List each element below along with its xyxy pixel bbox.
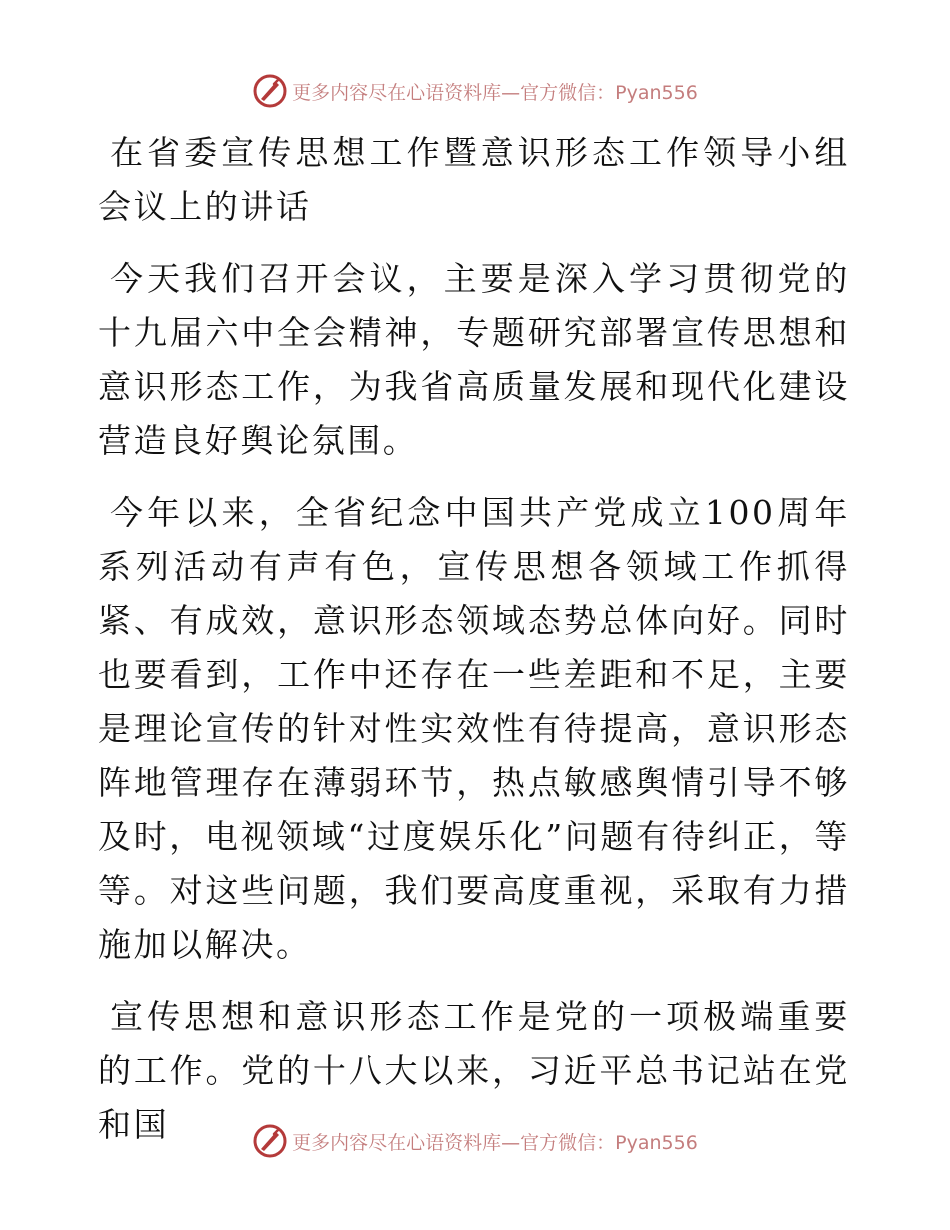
paragraph: 宣传思想和意识形态工作是党的一项极端重要的工作。党的十八大以来，习近平总书记站在党和国 xyxy=(98,997,850,1144)
footer-watermark xyxy=(0,1121,950,1161)
watermark-text: 更多内容尽在心语资料库—官方微信：Pyan556 xyxy=(292,1131,698,1154)
header-watermark xyxy=(0,71,950,111)
document-body xyxy=(98,126,850,1170)
watermark-text: 更多内容尽在心语资料库—官方微信：Pyan556 xyxy=(292,81,698,104)
leaf-pen-logo-icon xyxy=(252,73,288,109)
leaf-pen-logo-icon xyxy=(252,1123,288,1159)
document-title: 在省委宣传思想工作暨意识形态工作领导小组会议上的讲话 xyxy=(98,133,850,226)
paragraph: 今天我们召开会议，主要是深入学习贯彻党的十九届六中全会精神，专题研究部署宣传思想和意识形态工作，为我省高质量发展和现代化建设营造良好舆论氛围。 xyxy=(98,259,850,460)
paragraph: 今年以来，全省纪念中国共产党成立100周年系列活动有声有色，宣传思想各领域工作抓得紧、有成效，意识形态领域态势总体向好。同时也要看到，工作中还存在一些差距和不足，主要是理论宣传的针对性实效性有待提高，意识形态阵地管理存在薄弱环节，热点敏感舆情引导不够及时，电视领域“过度娱乐化”问题有待纠正，等等。对这些问题，我们要高度重视，采取有力措施加以解决。 xyxy=(98,493,850,964)
